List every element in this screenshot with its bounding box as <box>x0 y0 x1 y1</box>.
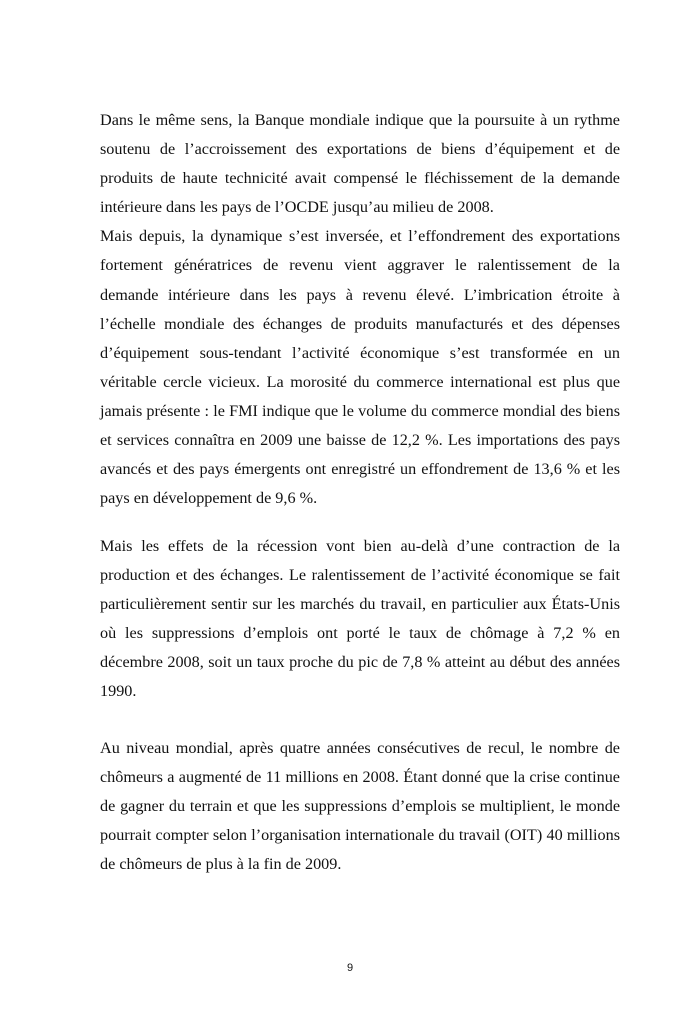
paragraph-world-bank: Dans le même sens, la Banque mondiale indique que la poursuite à un rythme soutenu de l’accroissement des exportations de biens d’équipement et de produits de haute technicité avait compensé le fléchissement de la demande intérieure dans les pays de l’OCDE jusqu’au milieu de 2008. <box>100 111 620 217</box>
paragraph-global-unemployment: Au niveau mondial, après quatre années consécutives de recul, le nombre de chômeurs a augmenté de 11 millions en 2008. Étant donné que la crise continue de gagner du terrain et que les suppressions d’emplois se multiplient, le monde pourrait compter selon l’organisation internationale du travail (OIT) 40 millions de chômeurs de plus à la fin de 2009. <box>100 739 620 874</box>
paragraph-recession-effects: Mais les effets de la récession vont bien au-delà d’une contraction de la production et des échanges. Le ralentissement de l’activité économique se fait particulièrement sentir sur les marchés du travail, en particulier aux États-Unis où les suppressions d’emplois ont porté le taux de chômage à 7,2 % en décembre 2008, soit un taux proche du pic de 7,8 % atteint au début des années 1990. <box>100 537 620 701</box>
text-block-1 <box>100 106 620 513</box>
text-block-3 <box>100 734 620 879</box>
paragraph-dynamics-reversed: Mais depuis, la dynamique s’est inversée, et l’effondrement des exportations fortement génératrices de revenu vient aggraver le ralentissement de la demande intérieure dans les pays à revenu élevé. L’imbrication étroite à l’échelle mondiale des échanges de produits manufacturés et des dépenses d’équipement sous-tendant l’activité économique s’est transformée en un véritable cercle vicieux. La morosité du commerce international est plus que jamais présente : le FMI indique que le volume du commerce mondial des biens et services connaîtra en 2009 une baisse de 12,2 %. Les importations des pays avancés et des pays émergents ont enregistré un effondrement de 13,6 % et les pays en développement de 9,6 %. <box>100 227 620 508</box>
text-block-2 <box>100 532 620 707</box>
page-number: 9 <box>346 962 354 974</box>
